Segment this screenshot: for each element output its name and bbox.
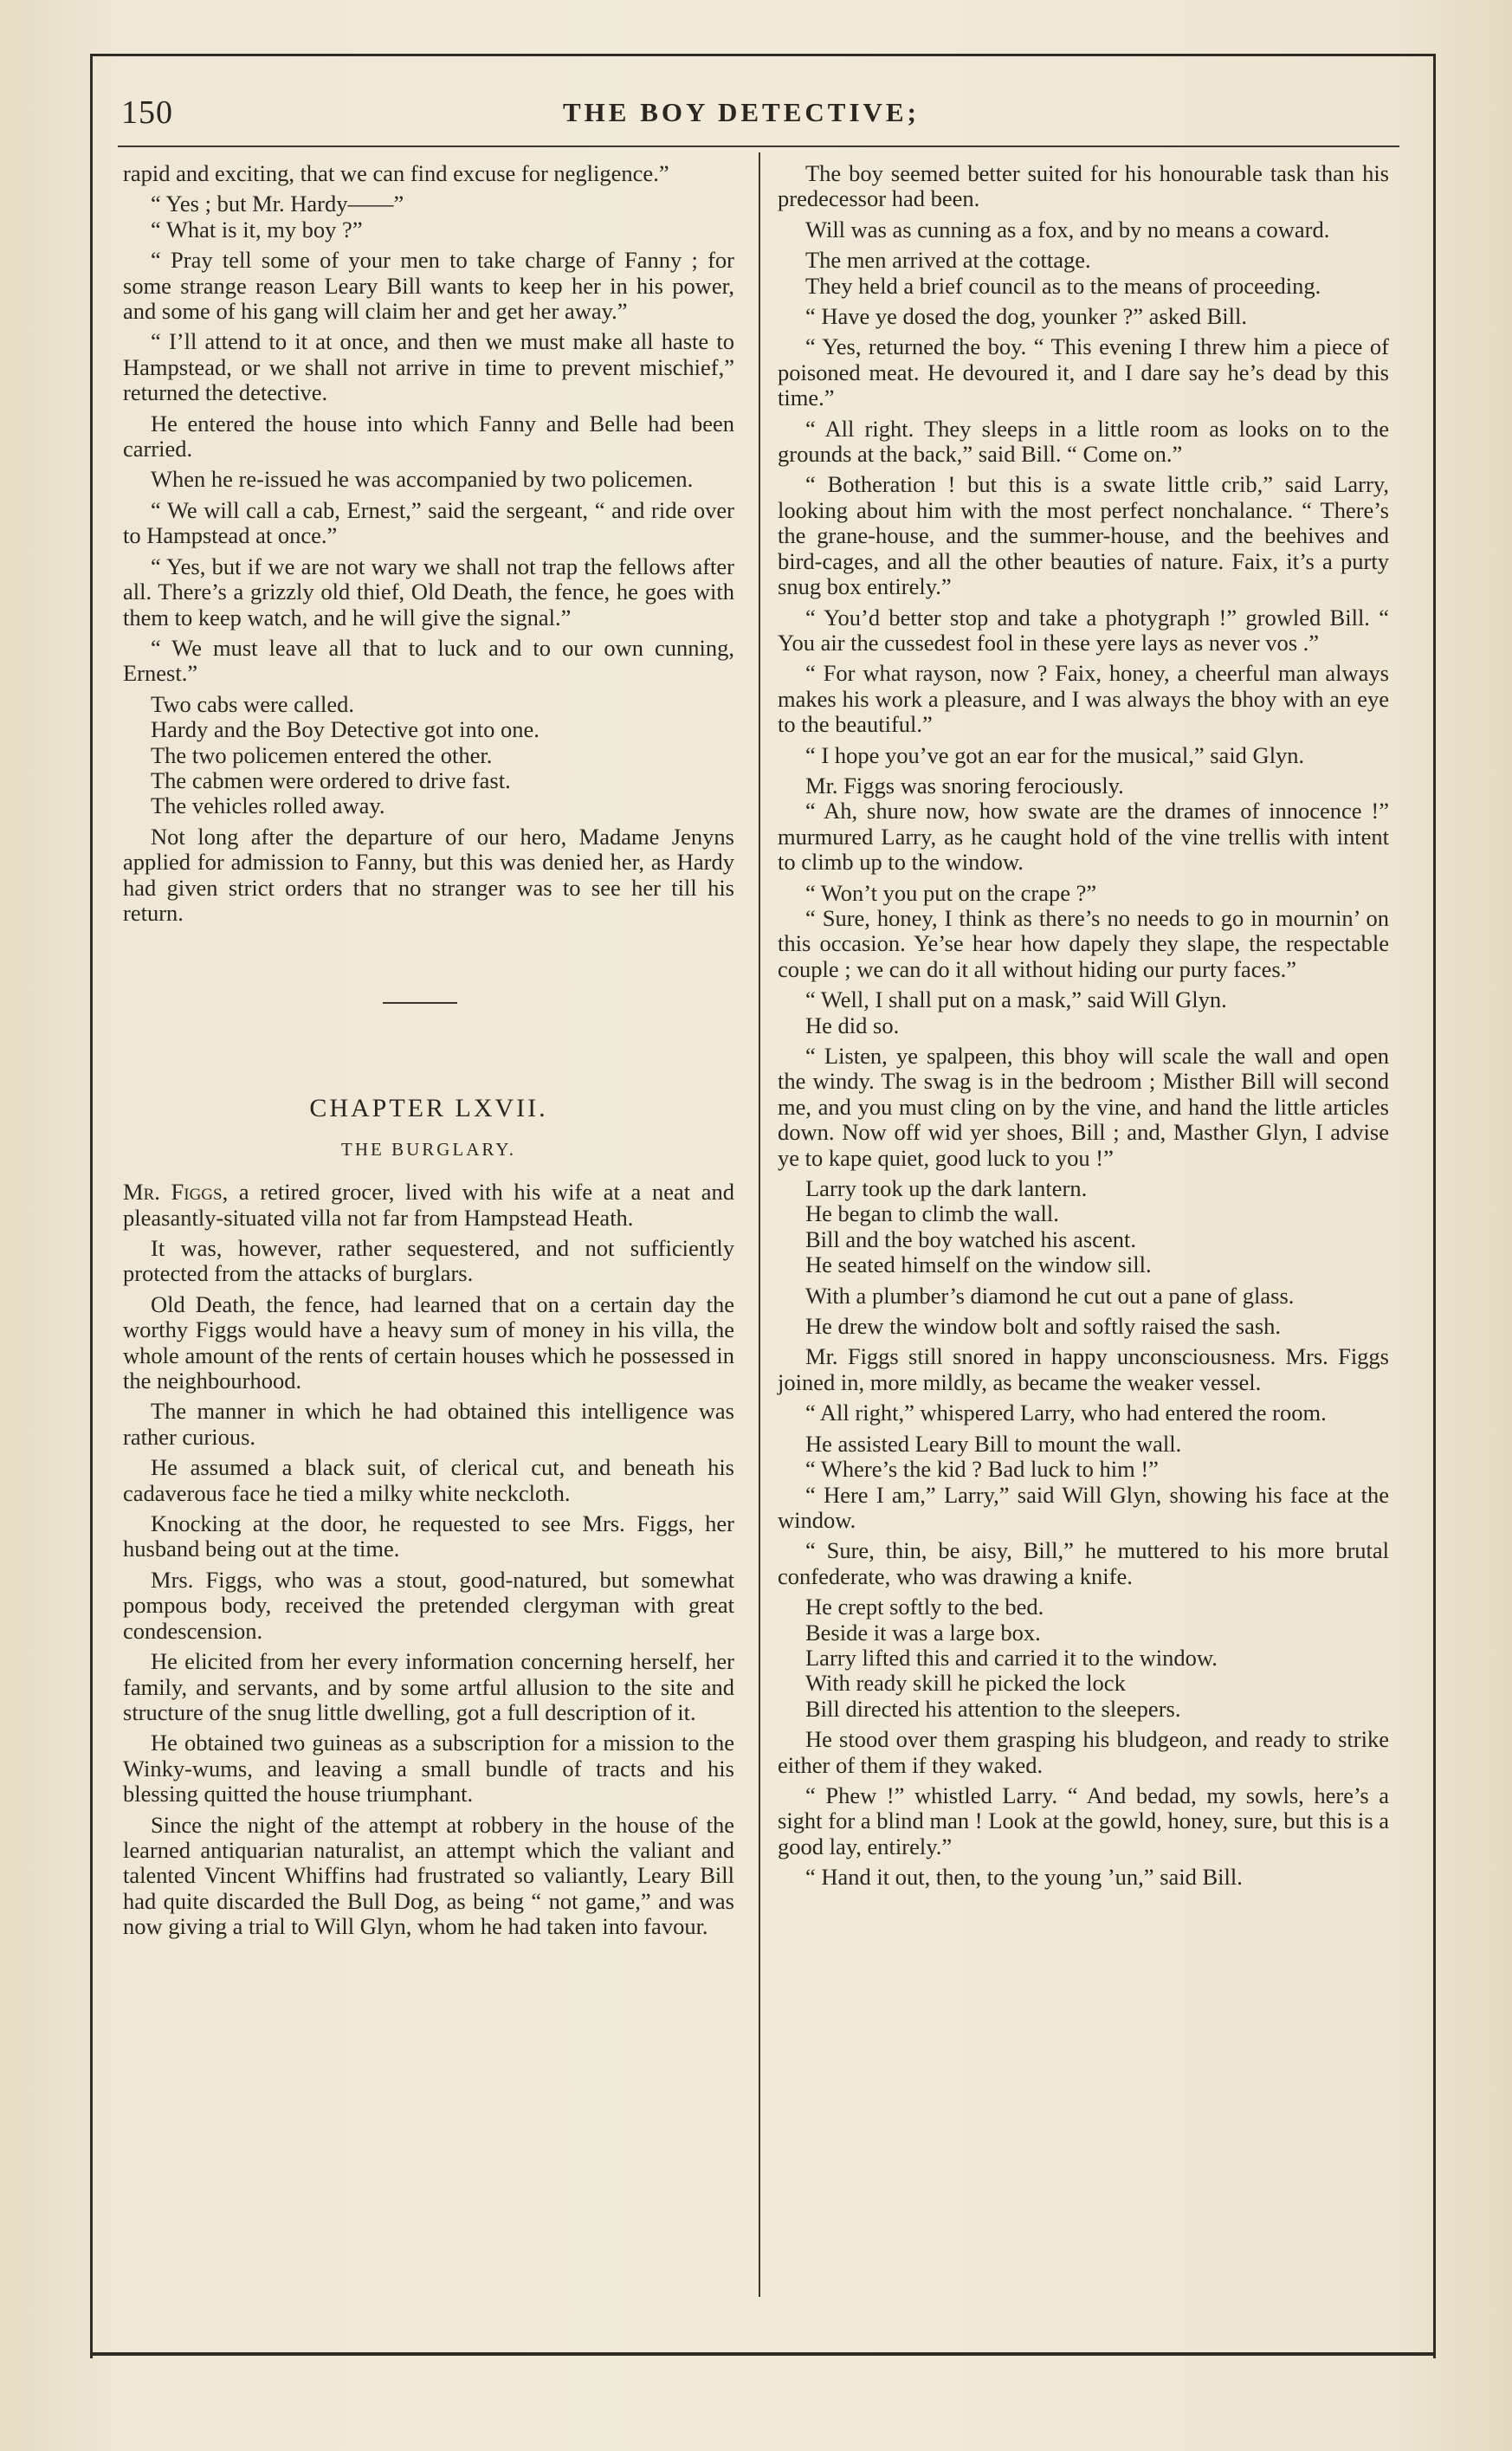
paragraph: He assumed a black suit, of clerical cut, and beneath his cadaverous face he tied a milky white neckcloth. <box>123 1454 734 1506</box>
paragraph: With ready skill he picked the lock <box>805 1670 1126 1697</box>
paragraph: Two cabs were called. <box>151 690 355 717</box>
paragraph: “ Sure, honey, I think as there’s no needs to go in mournin’ on this occasion. Ye’se hear how dapely they slape, the respectable couple ; we can do it all without hiding our purty faces.” <box>778 904 1389 982</box>
paragraph: They held a brief council as to the means of proceeding. <box>805 272 1321 299</box>
paragraph: “ Well, I shall put on a mask,” said Will Glyn. <box>805 986 1227 1013</box>
paragraph: “ Sure, thin, be aisy, Bill,” he muttered to his more brutal confederate, who was drawing a knife. <box>778 1537 1389 1589</box>
paragraph: Mrs. Figgs, who was a stout, good-natured, but somewhat pompous body, received the pretended clergyman with great condescension. <box>123 1566 734 1644</box>
chapter-opening-paragraph <box>123 1180 734 1231</box>
paragraph: “ Won’t you put on the crape ?” <box>805 879 1097 906</box>
paragraph: Beside it was a large box. <box>805 1619 1041 1646</box>
chapter-subtitle: THE BURGLARY. <box>341 1138 516 1160</box>
bottom-rule <box>90 2352 1436 2356</box>
paragraph: When he re-issued he was accompanied by two policemen. <box>151 466 694 493</box>
paragraph: “ For what rayson, now ? Faix, honey, a cheerful man always makes his work a pleasure, and I was always the bhoy with an eye to the beautiful.” <box>778 660 1389 738</box>
paragraph: Knocking at the door, he requested to see Mrs. Figgs, her husband being out at the time. <box>123 1510 734 1562</box>
paragraph: The vehicles rolled away. <box>151 792 385 819</box>
paragraph: “ All right. They sleeps in a little room as looks on to the grounds at the back,” said Bill. “ Come on.” <box>778 415 1389 468</box>
paragraph: “ Ah, shure now, how swate are the drames of innocence !” murmured Larry, as he caught hold of the vine trellis with intent to climb up to the window. <box>778 798 1389 876</box>
section-break-rule <box>383 1002 457 1004</box>
paragraph: He seated himself on the window sill. <box>805 1251 1152 1278</box>
paragraph: He assisted Leary Bill to mount the wall. <box>805 1430 1182 1457</box>
paragraph: “ Listen, ye spalpeen, this bhoy will scale the wall and open the windy. The swag is in the bedroom ; Misther Bill will second me, and you must cling on by the vine, and hand the little articles down. Now off wid yer shoes, Bill ; and, Masther Glyn, I advise ye to kape quiet, good luck to you !” <box>778 1043 1389 1171</box>
paragraph: “ Botheration ! but this is a swate little crib,” said Larry, looking about him with the most perfect nonchalance. “ There’s the grane-house, and the summer-house, and the beehives and bird-cages, and all the other beauties of nature. Faix, it’s a purty snug box entirely.” <box>778 471 1389 600</box>
paragraph: “ We must leave all that to luck and to our own cunning, Ernest.” <box>123 634 734 687</box>
paragraph: “ Phew !” whistled Larry. “ And bedad, my sowls, here’s a sight for a blind man ! Look at the gowld, honey, sure, but this is a good lay, entirely.” <box>778 1782 1389 1859</box>
paragraph: Mr. Figgs still snored in happy unconsciousness. Mrs. Figgs joined in, more mildly, as became the weaker vessel. <box>778 1343 1389 1395</box>
paragraph: Since the night of the attempt at robbery in the house of the learned antiquarian naturalist, an attempt which the valiant and talented Vincent Whiffins had frustrated so valiantly, Leary Bill had quite discarded the Bull Dog, as being “ not game,” and was now giving a trial to Will Glyn, whom he had taken into favour. <box>123 1811 734 1940</box>
paragraph: rapid and exciting, that we can find excuse for negligence.” <box>123 160 669 186</box>
paragraph: Larry took up the dark lantern. <box>805 1175 1088 1202</box>
opening-name: Mr. Figgs, <box>123 1179 229 1206</box>
page-header <box>121 94 1394 142</box>
paragraph: Bill and the boy watched his ascent. <box>805 1226 1136 1252</box>
paragraph: “ Yes, returned the boy. “ This evening I threw him a piece of poisoned meat. He devoured it, and I dare say he’s dead by this time.” <box>778 333 1389 411</box>
paragraph: He crept softly to the bed. <box>805 1594 1044 1620</box>
paragraph: It was, however, rather sequestered, and not sufficiently protected from the attacks of burglars. <box>123 1235 734 1287</box>
chapter-heading: CHAPTER LXVII. <box>309 1094 548 1123</box>
running-title: THE BOY DETECTIVE; <box>563 97 920 127</box>
paragraph: The boy seemed better suited for his honourable task than his predecessor had been. <box>778 160 1389 212</box>
paragraph: Hardy and the Boy Detective got into one. <box>151 716 540 743</box>
paragraph: The men arrived at the cottage. <box>805 247 1091 274</box>
paragraph: He stood over them grasping his bludgeon, and ready to strike either of them if they waked. <box>778 1726 1389 1778</box>
paragraph: “ We will call a cab, Ernest,” said the sergeant, “ and ride over to Hampstead at once.” <box>123 496 734 549</box>
paragraph: The manner in which he had obtained this intelligence was rather curious. <box>123 1398 734 1450</box>
paragraph: “ You’d better stop and take a photygraph !” growled Bill. “ You air the cussedest fool in these yere lays as never vos .” <box>778 604 1389 656</box>
paragraph: “ Yes ; but Mr. Hardy——” <box>151 191 404 217</box>
paragraph: “ Here I am,” Larry,” said Will Glyn, showing his face at the window. <box>778 1481 1389 1533</box>
paragraph: “ Have ye dosed the dog, younker ?” asked Bill. <box>805 303 1247 330</box>
column-divider <box>759 152 760 2297</box>
right-column <box>778 161 1389 1896</box>
paragraph: “ Where’s the kid ? Bad luck to him !” <box>805 1456 1159 1483</box>
left-column <box>123 161 734 1945</box>
paragraph: Old Death, the fence, had learned that on a certain day the worthy Figgs would have a heavy sum of money in his villa, the whole amount of the rents of certain houses which he possessed in the neighbourhood. <box>123 1290 734 1394</box>
paragraph: Not long after the departure of our hero, Madame Jenyns applied for admission to Fanny, but this was denied her, as Hardy had given strict orders that no stranger was to see her till his return. <box>123 823 734 926</box>
paragraph: He did so. <box>805 1012 900 1038</box>
paragraph: Will was as cunning as a fox, and by no means a coward. <box>805 216 1330 243</box>
paragraph: Bill directed his attention to the sleepers. <box>805 1695 1181 1722</box>
paragraph: He elicited from her every information concerning herself, her family, and servants, and by some artful allusion to the site and structure of the snug little dwelling, got a full description of it. <box>123 1648 734 1725</box>
paragraph: He began to climb the wall. <box>805 1200 1059 1227</box>
paragraph: “ Yes, but if we are not wary we shall not trap the fellows after all. There’s a grizzly old thief, Old Death, the fence, he goes with them to keep watch, and he will give the signal.” <box>123 553 734 631</box>
paragraph: “ All right,” whispered Larry, who had entered the room. <box>805 1400 1327 1426</box>
paragraph: The two policemen entered the other. <box>151 741 493 768</box>
paragraph: He drew the window bolt and softly raised the sash. <box>805 1313 1282 1340</box>
page-number: 150 <box>121 94 173 131</box>
opening-text: a retired grocer, lived with his wife at a neat and pleasantly-situated villa not far from Hampstead Heath. <box>123 1179 734 1231</box>
paragraph: He entered the house into which Fanny and Belle had been carried. <box>123 410 734 462</box>
paragraph: Larry lifted this and carried it to the window. <box>805 1644 1218 1671</box>
paragraph: He obtained two guineas as a subscription for a mission to the Winky-wums, and leaving a small bundle of tracts and his blessing quitted the house triumphant. <box>123 1730 734 1808</box>
paragraph: “ Pray tell some of your men to take charge of Fanny ; for some strange reason Leary Bill wants to keep her in his power, and some of his gang will claim her and get her away.” <box>123 247 734 325</box>
paragraph: “ Hand it out, then, to the young ’un,” said Bill. <box>805 1864 1243 1891</box>
header-rule <box>118 146 1399 147</box>
paragraph: “ I hope you’ve got an ear for the musical,” said Glyn. <box>805 741 1305 768</box>
paragraph: Mr. Figgs was snoring ferociously. <box>805 772 1124 799</box>
paragraph: The cabmen were ordered to drive fast. <box>151 766 511 793</box>
paragraph: “ I’ll attend to it at once, and then we must make all haste to Hampstead, or we shall not arrive in time to prevent mischief,” returned the detective. <box>123 328 734 406</box>
paragraph: With a plumber’s diamond he cut out a pane of glass. <box>805 1282 1295 1309</box>
paragraph: “ What is it, my boy ?” <box>151 216 363 243</box>
